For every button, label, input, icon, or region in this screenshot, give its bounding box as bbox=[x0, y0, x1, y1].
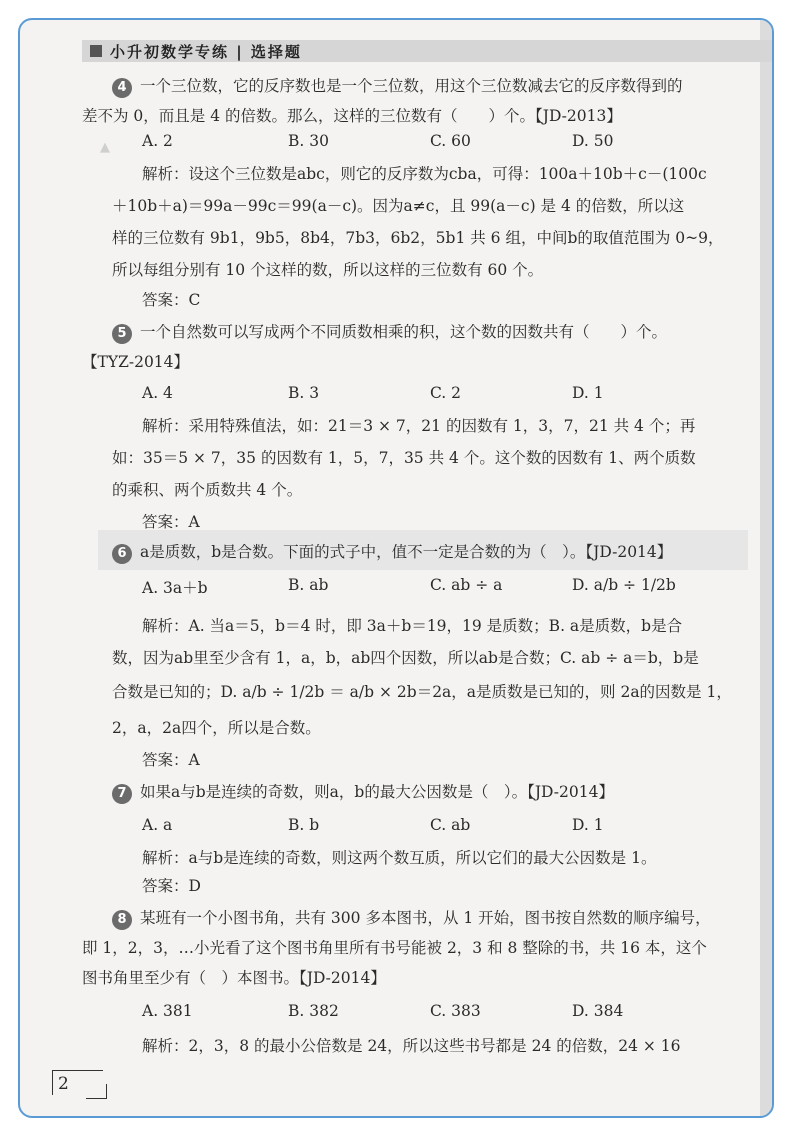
q4-line2: 差不为 0，而且是 4 的倍数。那么，这样的三位数有（ ）个。【JD-2013】 bbox=[82, 107, 622, 125]
q8-line3: 图书角里至少有（ ）本图书。【JD-2014】 bbox=[82, 969, 386, 987]
q7-line1: 7 如果a与b是连续的奇数，则a，b的最大公因数是（ ）。【JD-2014】 bbox=[112, 782, 614, 804]
page-frame bbox=[18, 18, 774, 1118]
q5-option-c: C. 2 bbox=[430, 384, 462, 402]
header-square-icon bbox=[90, 45, 102, 57]
q5-option-d: D. 1 bbox=[572, 384, 604, 402]
q5-line2: 【TYZ-2014】 bbox=[82, 353, 190, 371]
q8-option-d: D. 384 bbox=[572, 1002, 624, 1020]
q8-line1: 8 某班有一个小图书角，共有 300 多本图书，从 1 开始，图书按自然数的顺序编号， bbox=[112, 908, 711, 930]
q8-option-a: A. 381 bbox=[142, 1002, 193, 1020]
q6-option-b: B. ab bbox=[288, 576, 329, 594]
q5-explanation-3: 的乘积、两个质数共 4 个。 bbox=[112, 481, 303, 499]
q4-explanation-2: ＋10b＋a)＝99a－99c＝99(a－c)。因为a≠c，且 99(a－c) 是 4 的倍数，所以这 bbox=[112, 197, 685, 215]
q7-option-d: D. 1 bbox=[572, 816, 604, 834]
q6-line1: 6 a是质数，b是合数。下面的式子中，值不一定是合数的为（ ）。【JD-2014】 bbox=[112, 542, 672, 564]
q6-option-a: A. 3a＋b bbox=[142, 579, 208, 597]
page-number-bracket-right bbox=[86, 1084, 107, 1099]
q8-option-c: C. 383 bbox=[430, 1002, 481, 1020]
q6-explanation-3: 合数是已知的；D. a/b ÷ 1/2b ＝ a/b × 2b＝2a，a是质数是已知的，则 2a的因数是 1， bbox=[112, 683, 732, 701]
q6-number-badge: 6 bbox=[112, 544, 132, 564]
q5-number-badge: 5 bbox=[112, 324, 132, 344]
q5-line1: 5 一个自然数可以写成两个不同质数相乘的积，这个数的因数共有（ ）个。 bbox=[112, 322, 667, 344]
q5-option-b: B. 3 bbox=[288, 384, 320, 402]
q7-option-b: B. b bbox=[288, 816, 320, 834]
running-header bbox=[82, 40, 772, 62]
q5-option-a: A. 4 bbox=[142, 384, 173, 402]
q6-option-d: D. a/b ÷ 1/2b bbox=[572, 576, 676, 594]
q4-answer: 答案：C bbox=[142, 291, 201, 309]
q6-option-c: C. ab ÷ a bbox=[430, 576, 503, 594]
q8-line2: 即 1，2，3，…小光看了这个图书角里所有书号能被 2，3 和 8 整除的书，共 16 本，这个 bbox=[82, 939, 707, 957]
q6-explanation-1: 解析：A. 当a＝5，b＝4 时，即 3a＋b＝19，19 是质数；B. a是质数，b是合 bbox=[142, 617, 683, 635]
q8-explanation-1: 解析：2，3，8 的最小公倍数是 24，所以这些书号都是 24 的倍数，24 × 16 bbox=[142, 1037, 681, 1055]
q4-explanation-3: 样的三位数有 9b1，9b5，8b4，7b3，6b2，5b1 共 6 组，中间b的取值范围为 0~9， bbox=[112, 229, 724, 247]
q8-number-badge: 8 bbox=[112, 910, 132, 930]
page-edge bbox=[760, 20, 774, 1116]
page-number: 2 bbox=[58, 1074, 69, 1094]
q7-number-badge: 7 bbox=[112, 784, 132, 804]
q4-option-d: D. 50 bbox=[572, 132, 614, 150]
q4-option-a: A. 2 bbox=[142, 132, 173, 150]
q6-explanation-2: 数，因为ab里至少含有 1，a，b，ab四个因数，所以ab是合数；C. ab ÷ a＝b，b是 bbox=[112, 649, 699, 667]
q7-option-c: C. ab bbox=[430, 816, 471, 834]
bleed-through-mark: ▲ bbox=[100, 140, 110, 155]
header-title: 小升初数学专练 | 选择题 bbox=[110, 43, 302, 61]
q5-explanation-2: 如：35＝5 × 7，35 的因数有 1，5，7，35 共 4 个。这个数的因数有 1、两个质数 bbox=[112, 449, 696, 467]
q5-explanation-1: 解析：采用特殊值法，如：21＝3 × 7，21 的因数有 1，3，7，21 共 4 个；再 bbox=[142, 417, 696, 435]
q4-number-badge: 4 bbox=[112, 78, 132, 98]
q6-explanation-4: 2，a，2a四个，所以是合数。 bbox=[112, 719, 321, 737]
q8-option-b: B. 382 bbox=[288, 1002, 339, 1020]
q4-line1: 4 一个三位数，它的反序数也是一个三位数，用这个三位数减去它的反序数得到的 bbox=[112, 76, 683, 98]
q4-explanation-4: 所以每组分别有 10 个这样的数，所以这样的三位数有 60 个。 bbox=[112, 261, 544, 279]
q7-explanation-1: 解析：a与b是连续的奇数，则这两个数互质，所以它们的最大公因数是 1。 bbox=[142, 849, 657, 867]
q4-explanation-1: 解析：设这个三位数是abc，则它的反序数为cba，可得：100a＋10b＋c－(100c bbox=[142, 165, 707, 183]
q4-option-b: B. 30 bbox=[288, 132, 329, 150]
q7-answer: 答案：D bbox=[142, 877, 201, 895]
q6-answer: 答案：A bbox=[142, 751, 200, 769]
q5-answer: 答案：A bbox=[142, 513, 200, 531]
q7-option-a: A. a bbox=[142, 816, 173, 834]
q4-option-c: C. 60 bbox=[430, 132, 471, 150]
